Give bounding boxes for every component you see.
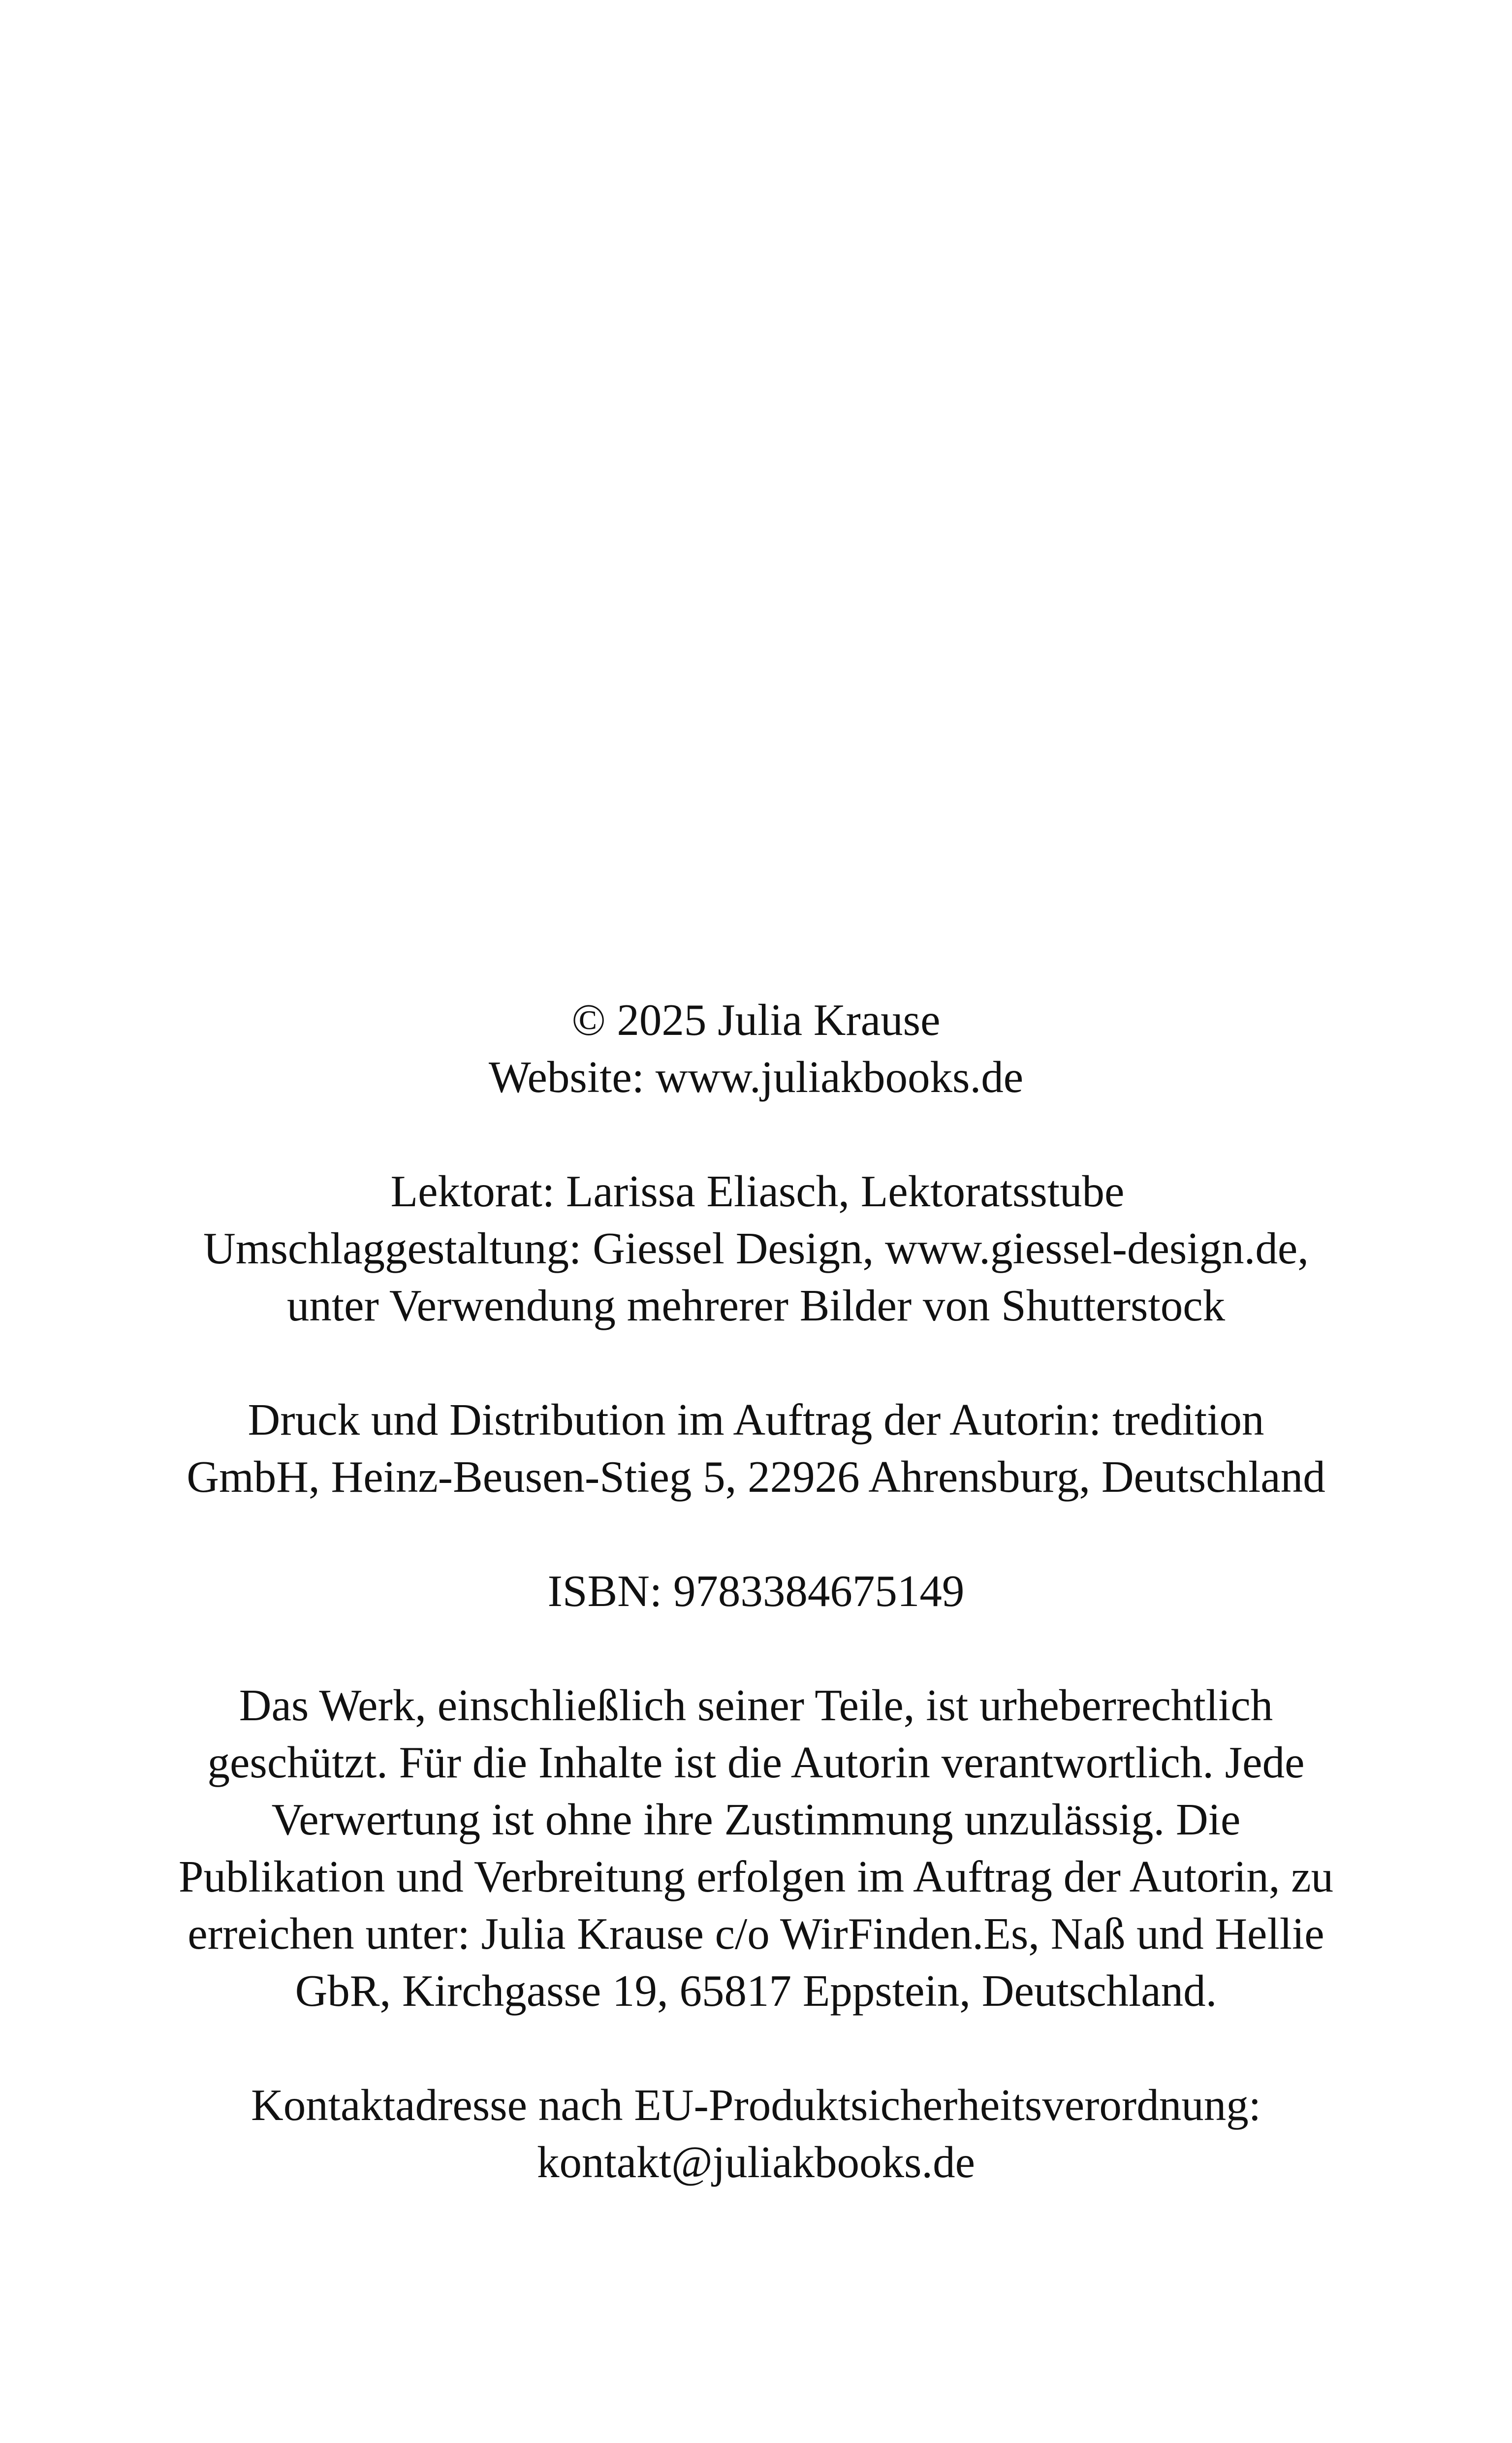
imprint-text [0, 992, 1512, 2248]
contact-email: kontakt@juliakbooks.de [536, 2137, 976, 2187]
legal-line: Verwertung ist ohne ihre Zustimmung unzulässig. Die [271, 1795, 1241, 1844]
contact-block [0, 2077, 1512, 2191]
contact-label: Kontaktadresse nach EU-Produktsicherheitsverordnung: [251, 2080, 1261, 2130]
copyright-line: © 2025 Julia Krause [571, 995, 941, 1045]
lektorat-line: Lektorat: Larissa Eliasch, Lektoratsstube [390, 1166, 1125, 1216]
credits-block [0, 1163, 1512, 1334]
legal-line: GbR, Kirchgasse 19, 65817 Eppstein, Deutschland. [295, 1966, 1217, 2016]
copyright-block [0, 992, 1512, 1106]
distribution-line-1: Druck und Distribution im Auftrag der Autorin: tredition [248, 1395, 1264, 1445]
legal-line: Publikation und Verbreitung erfolgen im Auftrag der Autorin, zu [178, 1852, 1334, 1901]
cover-design-line: Umschlaggestaltung: Giessel Design, www.giessel-design.de, [203, 1223, 1309, 1273]
cover-images-line: unter Verwendung mehrerer Bilder von Shutterstock [286, 1281, 1226, 1330]
distribution-line-2: GmbH, Heinz-Beusen-Stieg 5, 22926 Ahrensburg, Deutschland [187, 1452, 1325, 1502]
isbn-line: ISBN: 9783384675149 [547, 1566, 965, 1616]
legal-block [0, 1677, 1512, 2020]
legal-line: geschützt. Für die Inhalte ist die Autorin verantwortlich. Jede [207, 1737, 1305, 1787]
distribution-block [0, 1391, 1512, 1506]
website-line: Website: www.juliakbooks.de [488, 1052, 1024, 1102]
isbn-block [0, 1563, 1512, 1620]
legal-line: erreichen unter: Julia Krause c/o WirFinden.Es, Naß und Hellie [188, 1909, 1324, 1959]
legal-line: Das Werk, einschließlich seiner Teile, ist urheberrechtlich [239, 1680, 1273, 1730]
